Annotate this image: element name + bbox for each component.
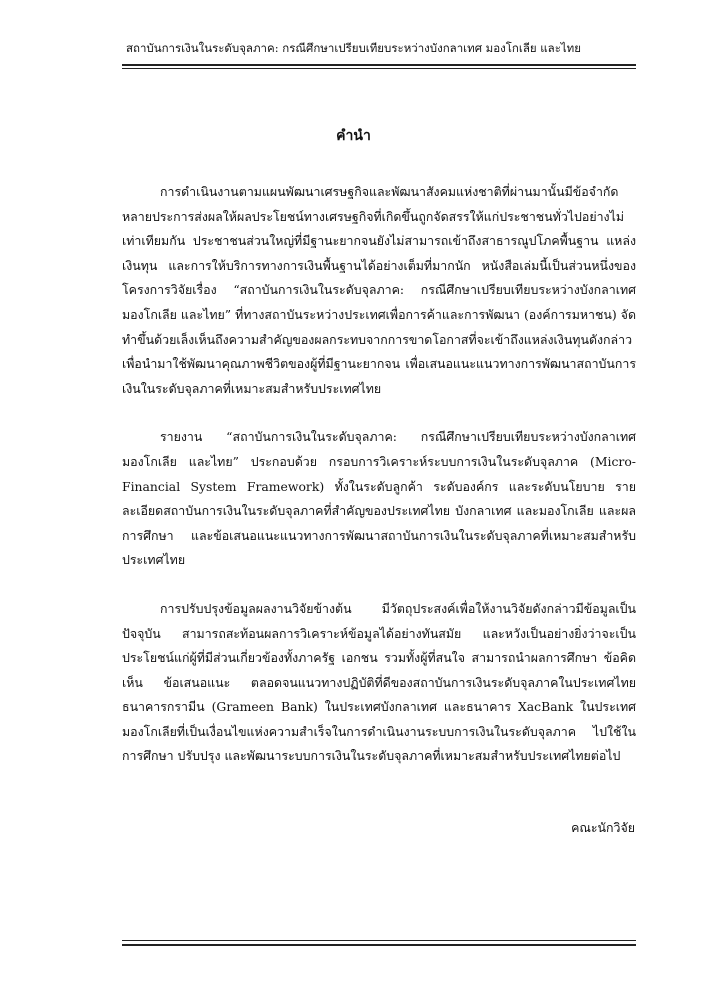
footer-rule — [122, 944, 636, 946]
signature: คณะนักวิจัย — [571, 820, 635, 835]
page-title: คำนำ — [336, 128, 371, 144]
header-rule — [122, 64, 636, 66]
paragraph-3: การปรับปรุงข้อมูลผลงานวิจัยข้างต้น มีวัตถุประสงค์เพื่อให้งานวิจัยดังกล่าวมีข้อมูลเป็นปัจจุบัน สามารถสะท้อนผลการวิเคราะห์ข้อมูลได้อย่างทันสมัย และหวังเป็นอย่างยิ่งว่าจะเป็นประโยชน์แก่ผู้ที่มีส่วนเกี่ยวข้องทั้งภาครัฐ เอกชน รวมทั้งผู้ที่สนใจ สามารถนำผลการศึกษา ข้อคิดเห็น ข้อเสนอแนะ ตลอดจนแนวทางปฏิบัติที่ดีของสถาบันการเงินระดับจุลภาคในประเทศไทย ธนาคารกรามีน (Grameen Bank) ในประเทศบังกลาเทศ และธนาคาร XacBank ในประเทศมองโกเลียที่เป็นเงื่อนไขแห่งความสำเร็จในการดำเนินงานระบบการเงินในระดับจุลภาค ไปใช้ในการศึกษา ปรับปรุง และพัฒนาระบบการเงินในระดับจุลภาคที่เหมาะสมสำหรับประเทศไทยต่อไป — [122, 600, 636, 764]
paragraph-2: รายงาน “สถาบันการเงินในระดับจุลภาค: กรณีศึกษาเปรียบเทียบระหว่างบังกลาเทศ มองโกเลีย และไทย” ประกอบด้วย กรอบการวิเคราะห์ระบบการเงินในระดับจุลภาค (Micro-Financial System Framework) ทั้งในระดับลูกค้า ระดับองค์กร และระดับนโยบาย รายละเอียดสถาบันการเงินในระดับจุลภาคที่สำคัญของประเทศไทย บังกลาเทศ และมองโกเลีย และผลการศึกษา และข้อเสนอแนะแนวทางการพัฒนาสถาบันการเงินในระดับจุลภาคที่เหมาะสมสำหรับประเทศไทย — [122, 429, 636, 568]
header-rule-thin — [122, 68, 636, 69]
body-text — [122, 180, 636, 769]
running-header: สถาบันการเงินในระดับจุลภาค: กรณีศึกษาเปรียบเทียบระหว่างบังกลาเทศ มองโกเลีย และไทย — [125, 41, 582, 55]
paragraph-1: การดำเนินงานตามแผนพัฒนาเศรษฐกิจและพัฒนาสังคมแห่งชาติที่ผ่านมานั้นมีข้อจำกัดหลายประการส่งผลให้ผลประโยชน์ทางเศรษฐกิจที่เกิดขึ้นถูกจัดสรรให้แก่ประชาชนทั่วไปอย่างไม่เท่าเทียมกัน ประชาชนส่วนใหญ่ที่มีฐานะยากจนยังไม่สามารถเข้าถึงสาธารณูปโภคพื้นฐาน แหล่งเงินทุน และการให้บริการทางการเงินพื้นฐานได้อย่างเต็มที่มากนัก หนังสือเล่มนี้เป็นส่วนหนึ่งของโครงการวิจัยเรื่อง “สถาบันการเงินในระดับจุลภาค: กรณีศึกษาเปรียบเทียบระหว่างบังกลาเทศ มองโกเลีย และไทย” ที่ทางสถาบันระหว่างประเทศเพื่อการค้าและการพัฒนา (องค์การมหาชน) จัดทำขึ้นด้วยเล็งเห็นถึงความสำคัญของผลกระทบจากการขาดโอกาสที่จะเข้าถึงแหล่งเงินทุนดังกล่าวเพื่อนำมาใช้พัฒนาคุณภาพชีวิตของผู้ที่มีฐานะยากจน เพื่อเสนอแนะแนวทางการพัฒนาสถาบันการเงินในระดับจุลภาคที่เหมาะสมสำหรับประเทศไทย — [122, 184, 636, 396]
footer-rule-thin — [122, 940, 636, 941]
